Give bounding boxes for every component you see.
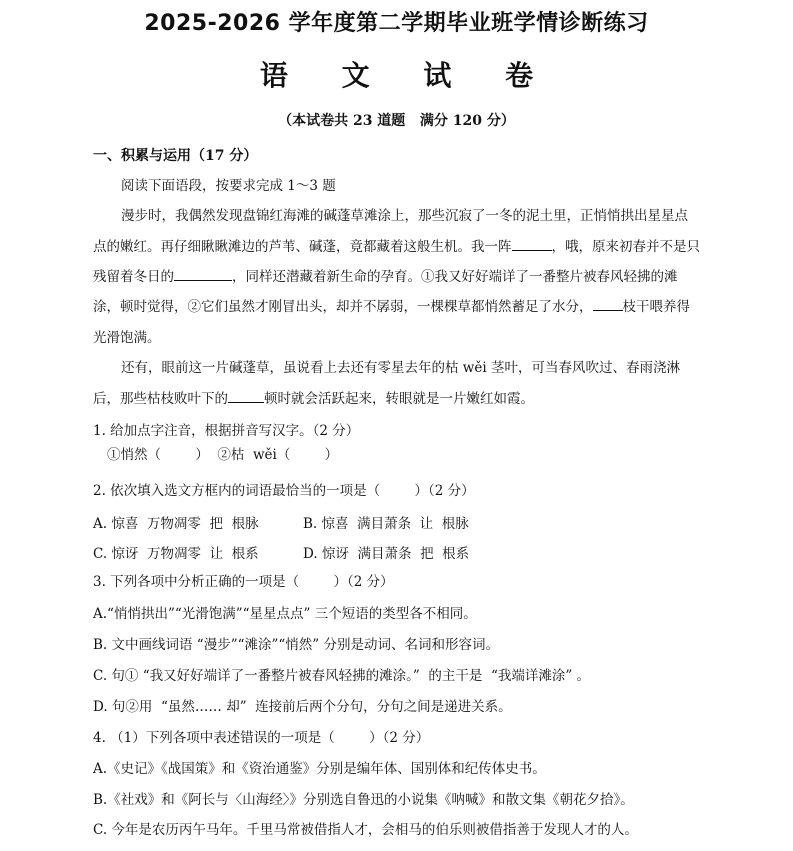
paper-title: 语 文 试 卷 (259, 59, 556, 92)
passage-text: ，哦，原来初春并不是只 (551, 239, 700, 255)
paper-info: （本试卷共 23 道题 满分 120 分） (278, 113, 515, 129)
passage-line (93, 268, 678, 286)
question-3-option-c: C. 句① “我又好好端详了一番整片被春风轻拂的滩涂。” 的主干是 “我端详滩涂” 。 (93, 668, 591, 684)
passage-text: 点的嫩红。再仔细瞅瞅滩边的芦苇、碱蓬，竟都藏着这般生机。我一阵 (93, 239, 512, 255)
question-1-stem: 1. 给加点字注音，根据拼音写汉字。（2 分） (93, 423, 360, 439)
question-3-option-a: A.“悄悄拱出”“光滑饱满”“星星点点” 三个短语的类型各不相同。 (93, 606, 477, 622)
question-3-option-d: D. 句②用 “虽然…… 却” 连接前后两个分句，分句之间是递进关系。 (93, 699, 512, 715)
fill-blank (593, 298, 623, 311)
fill-blank (174, 268, 232, 281)
question-1-items: ①悄然（ ） ②枯 wěi（ ） (107, 447, 339, 463)
passage-text: 顿时就会活跃起来，转眼就是一片嫩红如霞。 (264, 391, 534, 407)
question-3-option-b: B. 文中画线词语 “漫步”“滩涂”“悄然” 分别是动词、名词和形容词。 (93, 637, 499, 653)
question-4-stem: 4. （1）下列各项中表述错误的一项是（ ）（2 分） (93, 730, 430, 746)
fill-blank (512, 238, 552, 251)
question-2-stem: 2. 依次填入选文方框内的词语最恰当的一项是（ ）（2 分） (93, 483, 475, 499)
passage-line: 光滑饱满。 (93, 330, 161, 346)
question-2-option-d: D. 惊讶 满目萧条 把 根系 (303, 546, 470, 562)
passage-text: 后，那些枯枝败叶下的 (93, 391, 228, 407)
question-4-option-a: A.《史记》《战国策》和《资治通鉴》分别是编年体、国别体和纪传体史书。 (93, 761, 546, 777)
passage-text: 残留着冬日的 (93, 269, 174, 285)
passage-line (93, 238, 700, 256)
question-3-stem: 3. 下列各项中分析正确的一项是（ ）（2 分） (93, 574, 394, 590)
passage-text: 涂，顿时觉得，②它们虽然才刚冒出头，却并不孱弱，一棵棵草都悄然蓄足了水分， (93, 299, 593, 315)
question-2-option-a: A. 惊喜 万物凋零 把 根脉 (93, 516, 259, 532)
section-heading: 一、积累与运用（17 分） (93, 148, 258, 164)
question-2-option-c: C. 惊讶 万物凋零 让 根系 (93, 546, 259, 562)
passage-text: ，同样还潜藏着新生命的孕育。①我又好好端详了一番整片被春风轻拂的滩 (232, 269, 678, 285)
fill-blank (228, 390, 264, 403)
question-4-option-c: C. 今年是农历丙午马年。千里马常被借指人才，会相马的伯乐则被借指善于发现人才的人。 (93, 822, 638, 838)
question-2-option-b: B. 惊喜 满目萧条 让 根脉 (303, 516, 469, 532)
instruction: 阅读下面语段，按要求完成 1～3 题 (121, 178, 336, 194)
passage-line: 还有，眼前这一片碱蓬草，虽说看上去还有零星去年的枯 wěi 茎叶，可当春风吹过、春雨浇淋 (121, 360, 680, 376)
passage-line: 漫步时，我偶然发现盘锦红海滩的碱蓬草滩涂上，那些沉寂了一冬的泥土里，正悄悄拱出星星点 (121, 208, 688, 224)
passage-text: 枝干喂养得 (622, 299, 690, 315)
passage-line (93, 298, 690, 316)
exam-title: 2025-2026 学年度第二学期毕业班学情诊断练习 (144, 11, 649, 36)
question-4-option-b: B.《社戏》和《阿长与〈山海经〉》分别选自鲁迅的小说集《呐喊》和散文集《朝花夕拾》。 (93, 792, 634, 808)
passage-line (93, 390, 534, 408)
